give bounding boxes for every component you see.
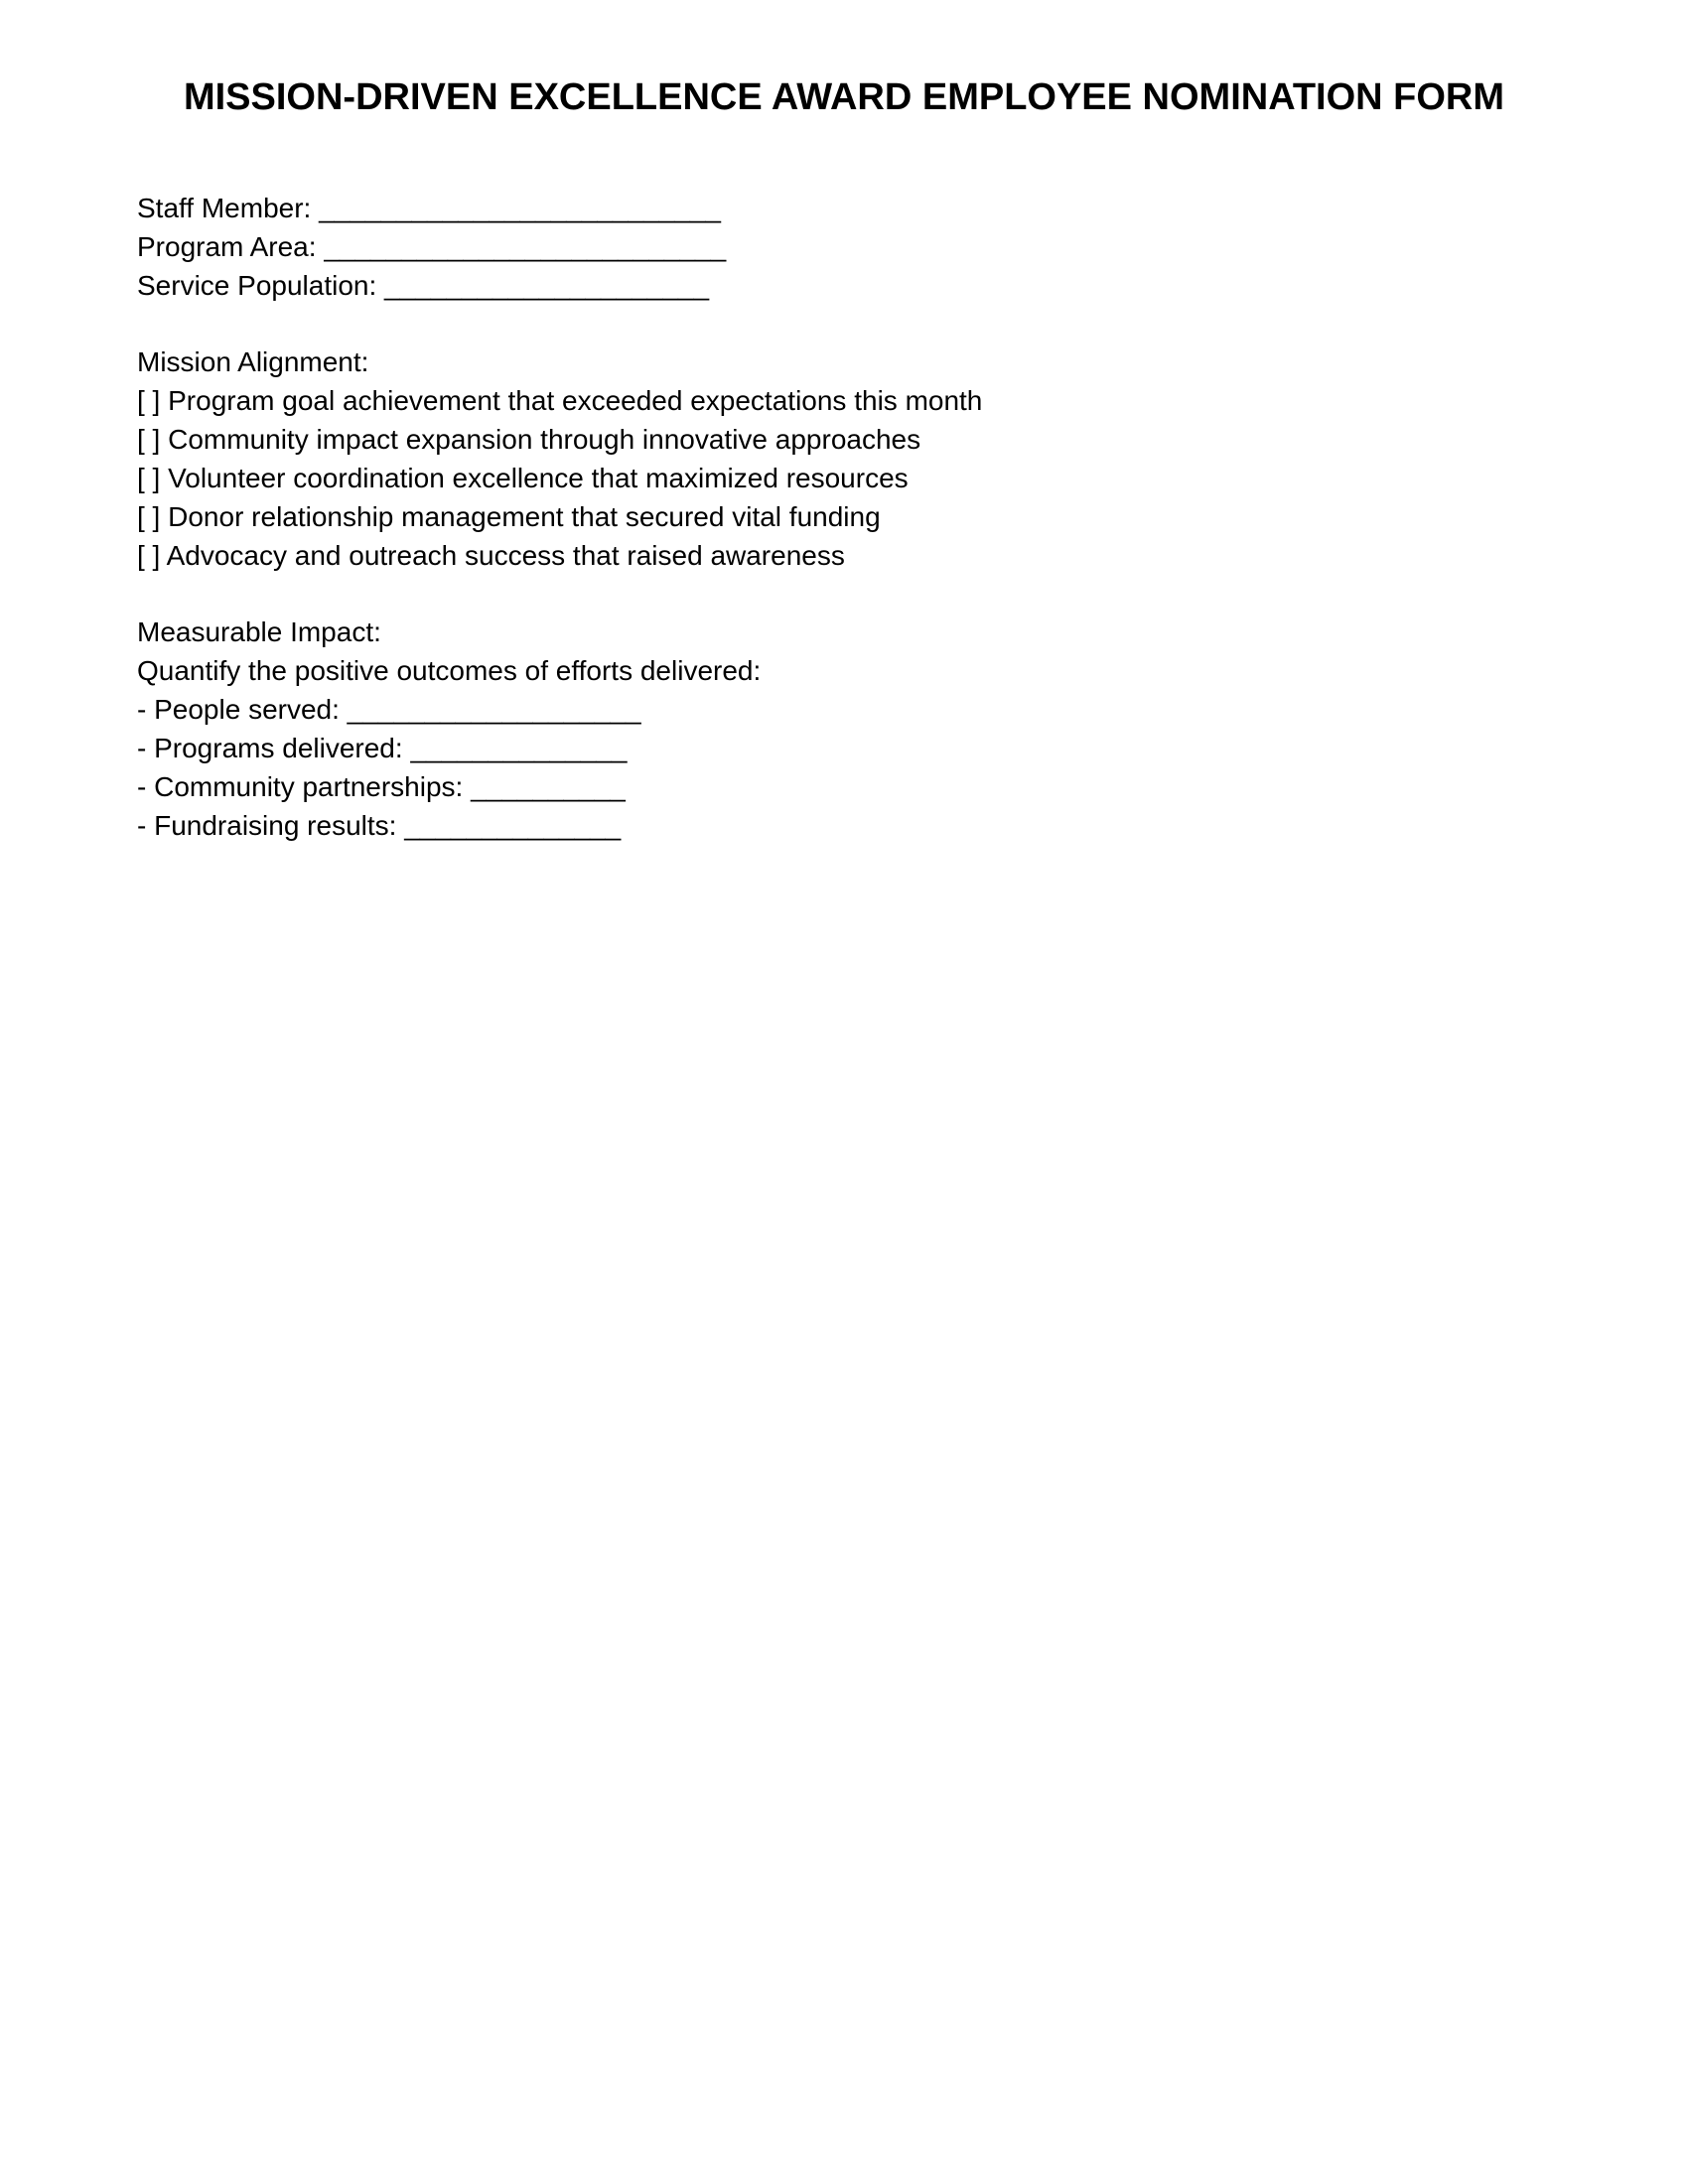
mission-option <box>137 497 1547 536</box>
impact-item-fundraising-results <box>137 806 1547 845</box>
mission-option-label: Program goal achievement that exceeded expectations this month <box>168 385 983 416</box>
impact-item-blank[interactable]: ______________ <box>404 810 622 841</box>
checkbox[interactable]: [ ] <box>137 385 161 416</box>
impact-item-community-partnerships <box>137 767 1547 806</box>
mission-option-label: Volunteer coordination excellence that maximized resources <box>168 463 909 493</box>
checkbox[interactable]: [ ] <box>137 501 161 532</box>
measurable-impact-heading: Measurable Impact: <box>137 616 381 647</box>
program-area-label: Program Area: <box>137 231 317 262</box>
mission-option-label: Advocacy and outreach success that raised awareness <box>166 540 845 571</box>
mission-option <box>137 381 1547 420</box>
checkbox[interactable]: [ ] <box>137 424 161 455</box>
spacer <box>137 575 1547 613</box>
mission-option <box>137 420 1547 459</box>
mission-option <box>137 536 1547 575</box>
service-population-blank[interactable]: _____________________ <box>384 270 710 301</box>
spacer <box>137 305 1547 342</box>
impact-item-people-served <box>137 690 1547 729</box>
impact-item-programs-delivered <box>137 729 1547 767</box>
form-body <box>137 189 1547 845</box>
checkbox[interactable]: [ ] <box>137 540 161 571</box>
program-area-blank[interactable]: __________________________ <box>324 231 727 262</box>
checkbox[interactable]: [ ] <box>137 463 161 493</box>
staff-member-blank[interactable]: __________________________ <box>319 193 721 223</box>
mission-option <box>137 459 1547 497</box>
staff-member-field <box>137 189 1547 227</box>
service-population-label: Service Population: <box>137 270 377 301</box>
mission-option-label: Community impact expansion through innovative approaches <box>168 424 921 455</box>
impact-item-label: - Community partnerships: <box>137 771 464 802</box>
impact-item-blank[interactable]: ___________________ <box>347 694 641 725</box>
measurable-impact-instruction: Quantify the positive outcomes of efforts delivered: <box>137 655 762 686</box>
mission-alignment-heading: Mission Alignment: <box>137 346 369 377</box>
service-population-field <box>137 266 1547 305</box>
staff-member-label: Staff Member: <box>137 193 312 223</box>
impact-item-label: - Fundraising results: <box>137 810 397 841</box>
program-area-field <box>137 227 1547 266</box>
impact-item-blank[interactable]: ______________ <box>410 733 628 763</box>
mission-option-label: Donor relationship management that secured vital funding <box>168 501 881 532</box>
impact-item-label: - People served: <box>137 694 340 725</box>
form-title: MISSION-DRIVEN EXCELLENCE AWARD EMPLOYEE NOMINATION FORM <box>183 76 1505 118</box>
impact-item-label: - Programs delivered: <box>137 733 403 763</box>
impact-item-blank[interactable]: __________ <box>471 771 626 802</box>
